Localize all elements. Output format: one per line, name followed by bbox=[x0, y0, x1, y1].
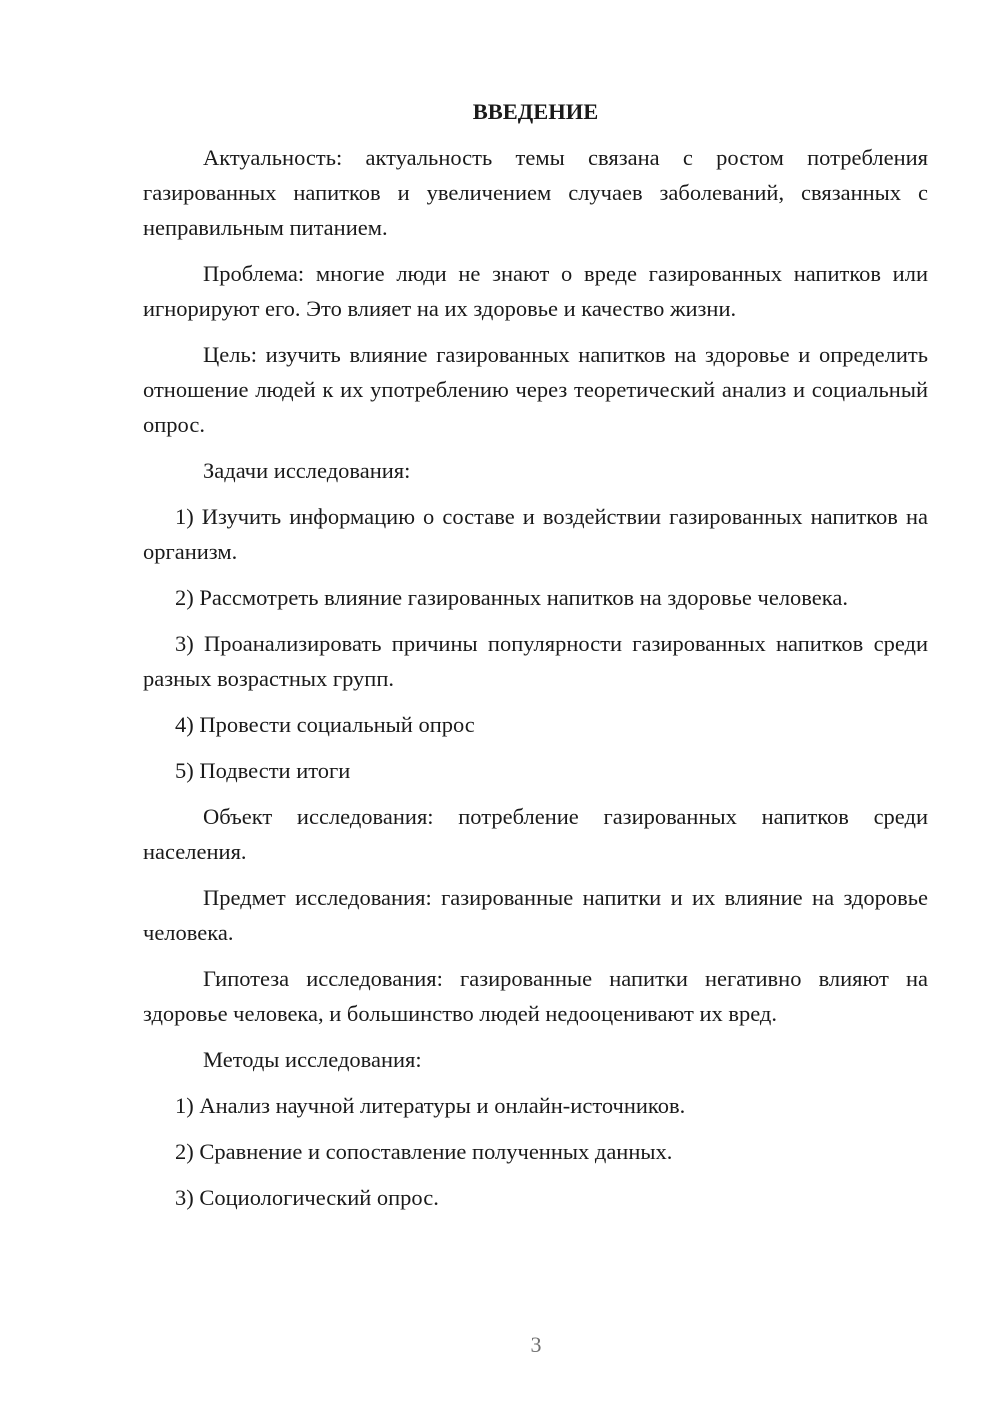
method-item: 1) Анализ научной литературы и онлайн-источников. bbox=[175, 1093, 686, 1118]
page-number: 3 bbox=[530, 1332, 542, 1357]
paragraph-object: Объект исследования: потребление газированных напитков среди населения. bbox=[143, 804, 928, 864]
paragraph-subject: Предмет исследования: газированные напитки и их влияние на здоровье человека. bbox=[143, 885, 928, 945]
page-content bbox=[143, 94, 928, 1215]
paragraph-methods-heading: Методы исследования: bbox=[203, 1047, 422, 1072]
paragraph-goal: Цель: изучить влияние газированных напитков на здоровье и определить отношение людей к их употреблению через теоретический анализ и социальный опрос. bbox=[143, 342, 928, 437]
task-item: 2) Рассмотреть влияние газированных напитков на здоровье человека. bbox=[175, 585, 848, 610]
paragraph-problem: Проблема: многие люди не знают о вреде газированных напитков или игнорируют его. Это влияет на их здоровье и качество жизни. bbox=[143, 261, 928, 321]
method-item: 2) Сравнение и сопоставление полученных данных. bbox=[175, 1139, 673, 1164]
task-item: 4) Провести социальный опрос bbox=[175, 712, 475, 737]
task-item: 3) Проанализировать причины популярности газированных напитков среди разных возрастных групп. bbox=[143, 631, 928, 691]
paragraph-tasks-heading: Задачи исследования: bbox=[203, 458, 411, 483]
task-item: 5) Подвести итоги bbox=[175, 758, 351, 783]
task-item: 1) Изучить информацию о составе и воздействии газированных напитков на организм. bbox=[143, 504, 928, 564]
section-title: ВВЕДЕНИЕ bbox=[472, 99, 599, 124]
method-item: 3) Социологический опрос. bbox=[175, 1185, 439, 1210]
paragraph-relevance: Актуальность: актуальность темы связана с ростом потребления газированных напитков и увеличением случаев заболеваний, связанных с неправильным питанием. bbox=[143, 145, 928, 240]
paragraph-hypothesis: Гипотеза исследования: газированные напитки негативно влияют на здоровье человека, и большинство людей недооценивают их вред. bbox=[143, 966, 928, 1026]
